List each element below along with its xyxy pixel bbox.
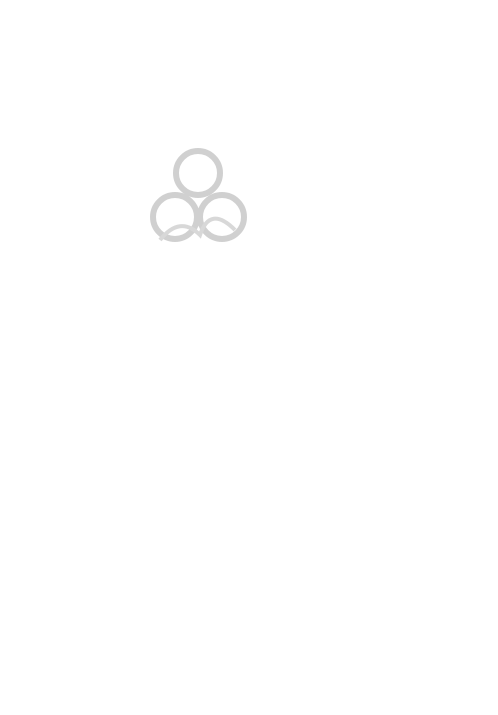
mdeq-watermark — [140, 145, 290, 305]
footer-watermark-strip — [0, 700, 498, 715]
mdeq-seal-icon — [140, 145, 290, 305]
